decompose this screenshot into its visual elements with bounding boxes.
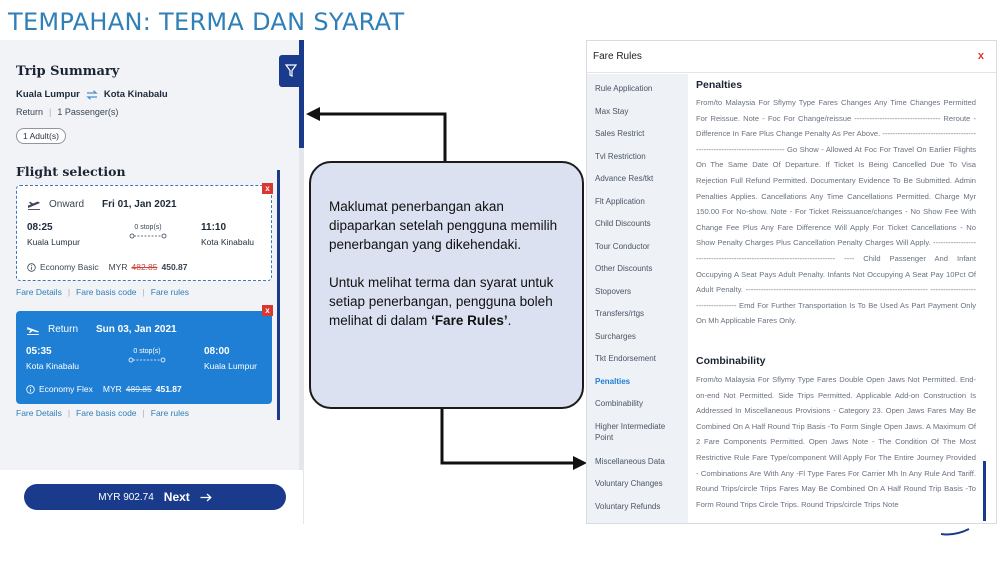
onward-depart-city: Kuala Lumpur [27,237,80,247]
return-direction: Return [48,324,79,335]
nav-voluntary-refunds[interactable]: Voluntary Refunds [595,502,661,511]
return-date: Sun 03, Jan 2021 [96,324,177,335]
fare-rules-header [587,41,996,73]
remove-return-button[interactable]: x [262,305,273,316]
next-label: Next [163,490,190,504]
adult-chip: 1 Adult(s) [16,128,66,144]
callout-period: . [507,313,512,328]
callout-fare-rules: ‘Fare Rules’ [431,313,508,328]
fare-rules-title: Fare Rules [593,51,642,62]
return-fare-rules-link[interactable]: Fare rules [150,408,190,418]
return-currency: MYR [102,384,122,394]
passenger-count: 1 Passenger(s) [57,107,119,117]
arrow-to-fare-rules [442,409,587,470]
link-divider: | [67,287,71,297]
return-arrive-time: 08:00 [204,346,230,357]
nav-advance-res[interactable]: Advance Res/tkt [595,174,654,183]
nav-other-discounts[interactable]: Other Discounts [595,264,653,273]
return-new-price: 451.87 [155,384,182,394]
arrow-to-left-panel [306,107,445,161]
nav-combinability[interactable]: Combinability [595,399,644,408]
nav-tour-conductor[interactable]: Tour Conductor [595,242,650,251]
nav-max-stay[interactable]: Max Stay [595,107,629,116]
link-divider: | [67,408,71,418]
return-arrive-city: Kuala Lumpur [204,361,257,371]
nav-surcharges[interactable]: Surcharges [595,332,636,341]
brand-swoosh-icon [940,528,970,536]
trip-type: Return [16,107,44,117]
route-origin: Kuala Lumpur [16,89,80,100]
onward-direction: Onward [49,199,85,210]
onward-new-price: 450.87 [161,262,188,272]
nav-tvl-restriction[interactable]: Tvl Restriction [595,152,646,161]
slide-title: TEMPAHAN: TERMA DAN SYARAT [8,8,405,36]
onward-arrive-city: Kota Kinabalu [201,237,254,247]
meta-divider: | [49,107,52,117]
trip-summary-title: Trip Summary [16,64,120,79]
return-fare-class: Economy Flex [39,384,93,394]
nav-higher-intermediate-point[interactable]: Higher Intermediate Point [595,422,666,442]
onward-date: Fri 01, Jan 2021 [102,199,177,210]
nav-child-discounts[interactable]: Child Discounts [595,219,651,228]
onward-depart-time: 08:25 [27,222,53,233]
onward-old-price: 482.85 [131,262,158,272]
nav-penalties[interactable]: Penalties [595,377,631,386]
return-depart-time: 05:35 [26,346,52,357]
nav-miscellaneous-data[interactable]: Miscellaneous Data [595,457,665,466]
combinability-text: From/to Malaysia For Sflymy Type Fares Double Open Jaws Not Permitted. End-on-end Not Permitted. Side Trips Permitted. Applicable Add-on Construction Is Addressed In Miscellaneous Provisions - Category 23. Open Jaws Fares May Be Combined On A Half Round Trip Basis -To Form Single Open Jaws. A Maximum Of 2 Fare Components Permitted. Open Jaws Note - The Condition Of The Most Restrictive Rule Fare Type/component Will Apply For The Entire Journey Provided - Combinations Are With Any -Fl Type Fares For Carrier Mh In Any Rule And Tariff. Round Trips/circle Trips Fares May Be Combined On A Half Round Trip Basis -To Form Round Trips Circle Trips. Round Trips/circle Trips Note [696,375,976,509]
fare-rules-panel [586,40,997,524]
nav-voluntary-changes[interactable]: Voluntary Changes [595,479,663,488]
combinability-heading: Combinability [696,355,766,367]
penalties-heading: Penalties [696,79,743,91]
onward-currency: MYR [108,262,128,272]
fare-rules-nav [587,74,688,524]
callout-paragraph-1: Maklumat penerbangan akan dipaparkan setelah pengguna memilih penerbangan yang dikehendaki. [329,199,558,252]
return-fare-basis-link[interactable]: Fare basis code [76,408,137,418]
return-stops-label: 0 stop(s) [133,348,161,355]
nav-transfers[interactable]: Transfers/rtgs [595,309,645,318]
onward-fare-basis-link[interactable]: Fare basis code [76,287,137,297]
fare-rules-scrollbar[interactable] [983,461,986,521]
total-price: MYR 902.74 [98,491,154,503]
return-fare-details-link[interactable]: Fare Details [16,408,62,418]
callout-paragraph-2-text: Untuk melihat terma dan syarat untuk setiap penerbangan, pengguna boleh melihat di dalam [329,275,554,328]
route-destination: Kota Kinabalu [103,89,168,100]
nav-rule-application[interactable]: Rule Application [595,84,653,93]
remove-onward-button[interactable]: x [262,183,273,194]
fare-rules-content [696,74,976,524]
return-old-price: 489.85 [125,384,152,394]
onward-fare-details-link[interactable]: Fare Details [16,287,62,297]
penalties-text: From/to Malaysia For Sflymy Type Fares Changes Any Time Changes Permitted For Reissue. Note - Foc For Change/reissue ---------------------------------- Reroute - Difference In Fare Plus Change Penalty As Per Above. ------------------------------------------------------------------------ Go Show - Allowed At Foc For Travel On Earlier Flights On The Same Date Of Departure. If Ticket Is Being Cancelled Due To Visa Rejection Full Refund Permitted. Documentary Evidence To Be Submitted. Admin Penalties Applies. Cancellations Any Time Cancellations Permitted. Charge Myr 150.00 For No-show. Note - For Ticket Reissuance/changes - No Show Fee With Change Fee Plus Any Fare Difference Will Apply For Ticket Cancellations - No Show Penalty Charges Plus Cancellation Penalty Charges Will Apply. ------------------------------------------------------------------------ ---- Child Passenger And Infant Occupying A Seat Pays Adult Penalty. Infants Not Occupying A Seat Pay 10Pct Of Adult Penalty. ------------------------------------------------------------------------ ---------------------------------- Emd For Further Transportation Is To Be Used As Part Payment Only On Mh Applicable Fares Only. [696,98,976,326]
nav-stopovers[interactable]: Stopovers [595,287,632,296]
nav-tkt-endorsement[interactable]: Tkt Endorsement [595,354,656,363]
onward-fare-class: Economy Basic [40,262,99,272]
link-divider: | [142,408,145,418]
onward-fare-rules-link[interactable]: Fare rules [150,287,190,297]
onward-arrive-time: 11:10 [201,222,227,233]
nav-sales-restrict[interactable]: Sales Restrict [595,129,645,138]
close-icon[interactable]: x [977,50,984,62]
link-divider: | [142,287,145,297]
flight-selection-title: Flight selection [16,164,126,179]
nav-flt-application[interactable]: Flt Application [595,197,645,206]
onward-stops-label: 0 stop(s) [134,224,162,231]
return-depart-city: Kota Kinabalu [26,361,79,371]
